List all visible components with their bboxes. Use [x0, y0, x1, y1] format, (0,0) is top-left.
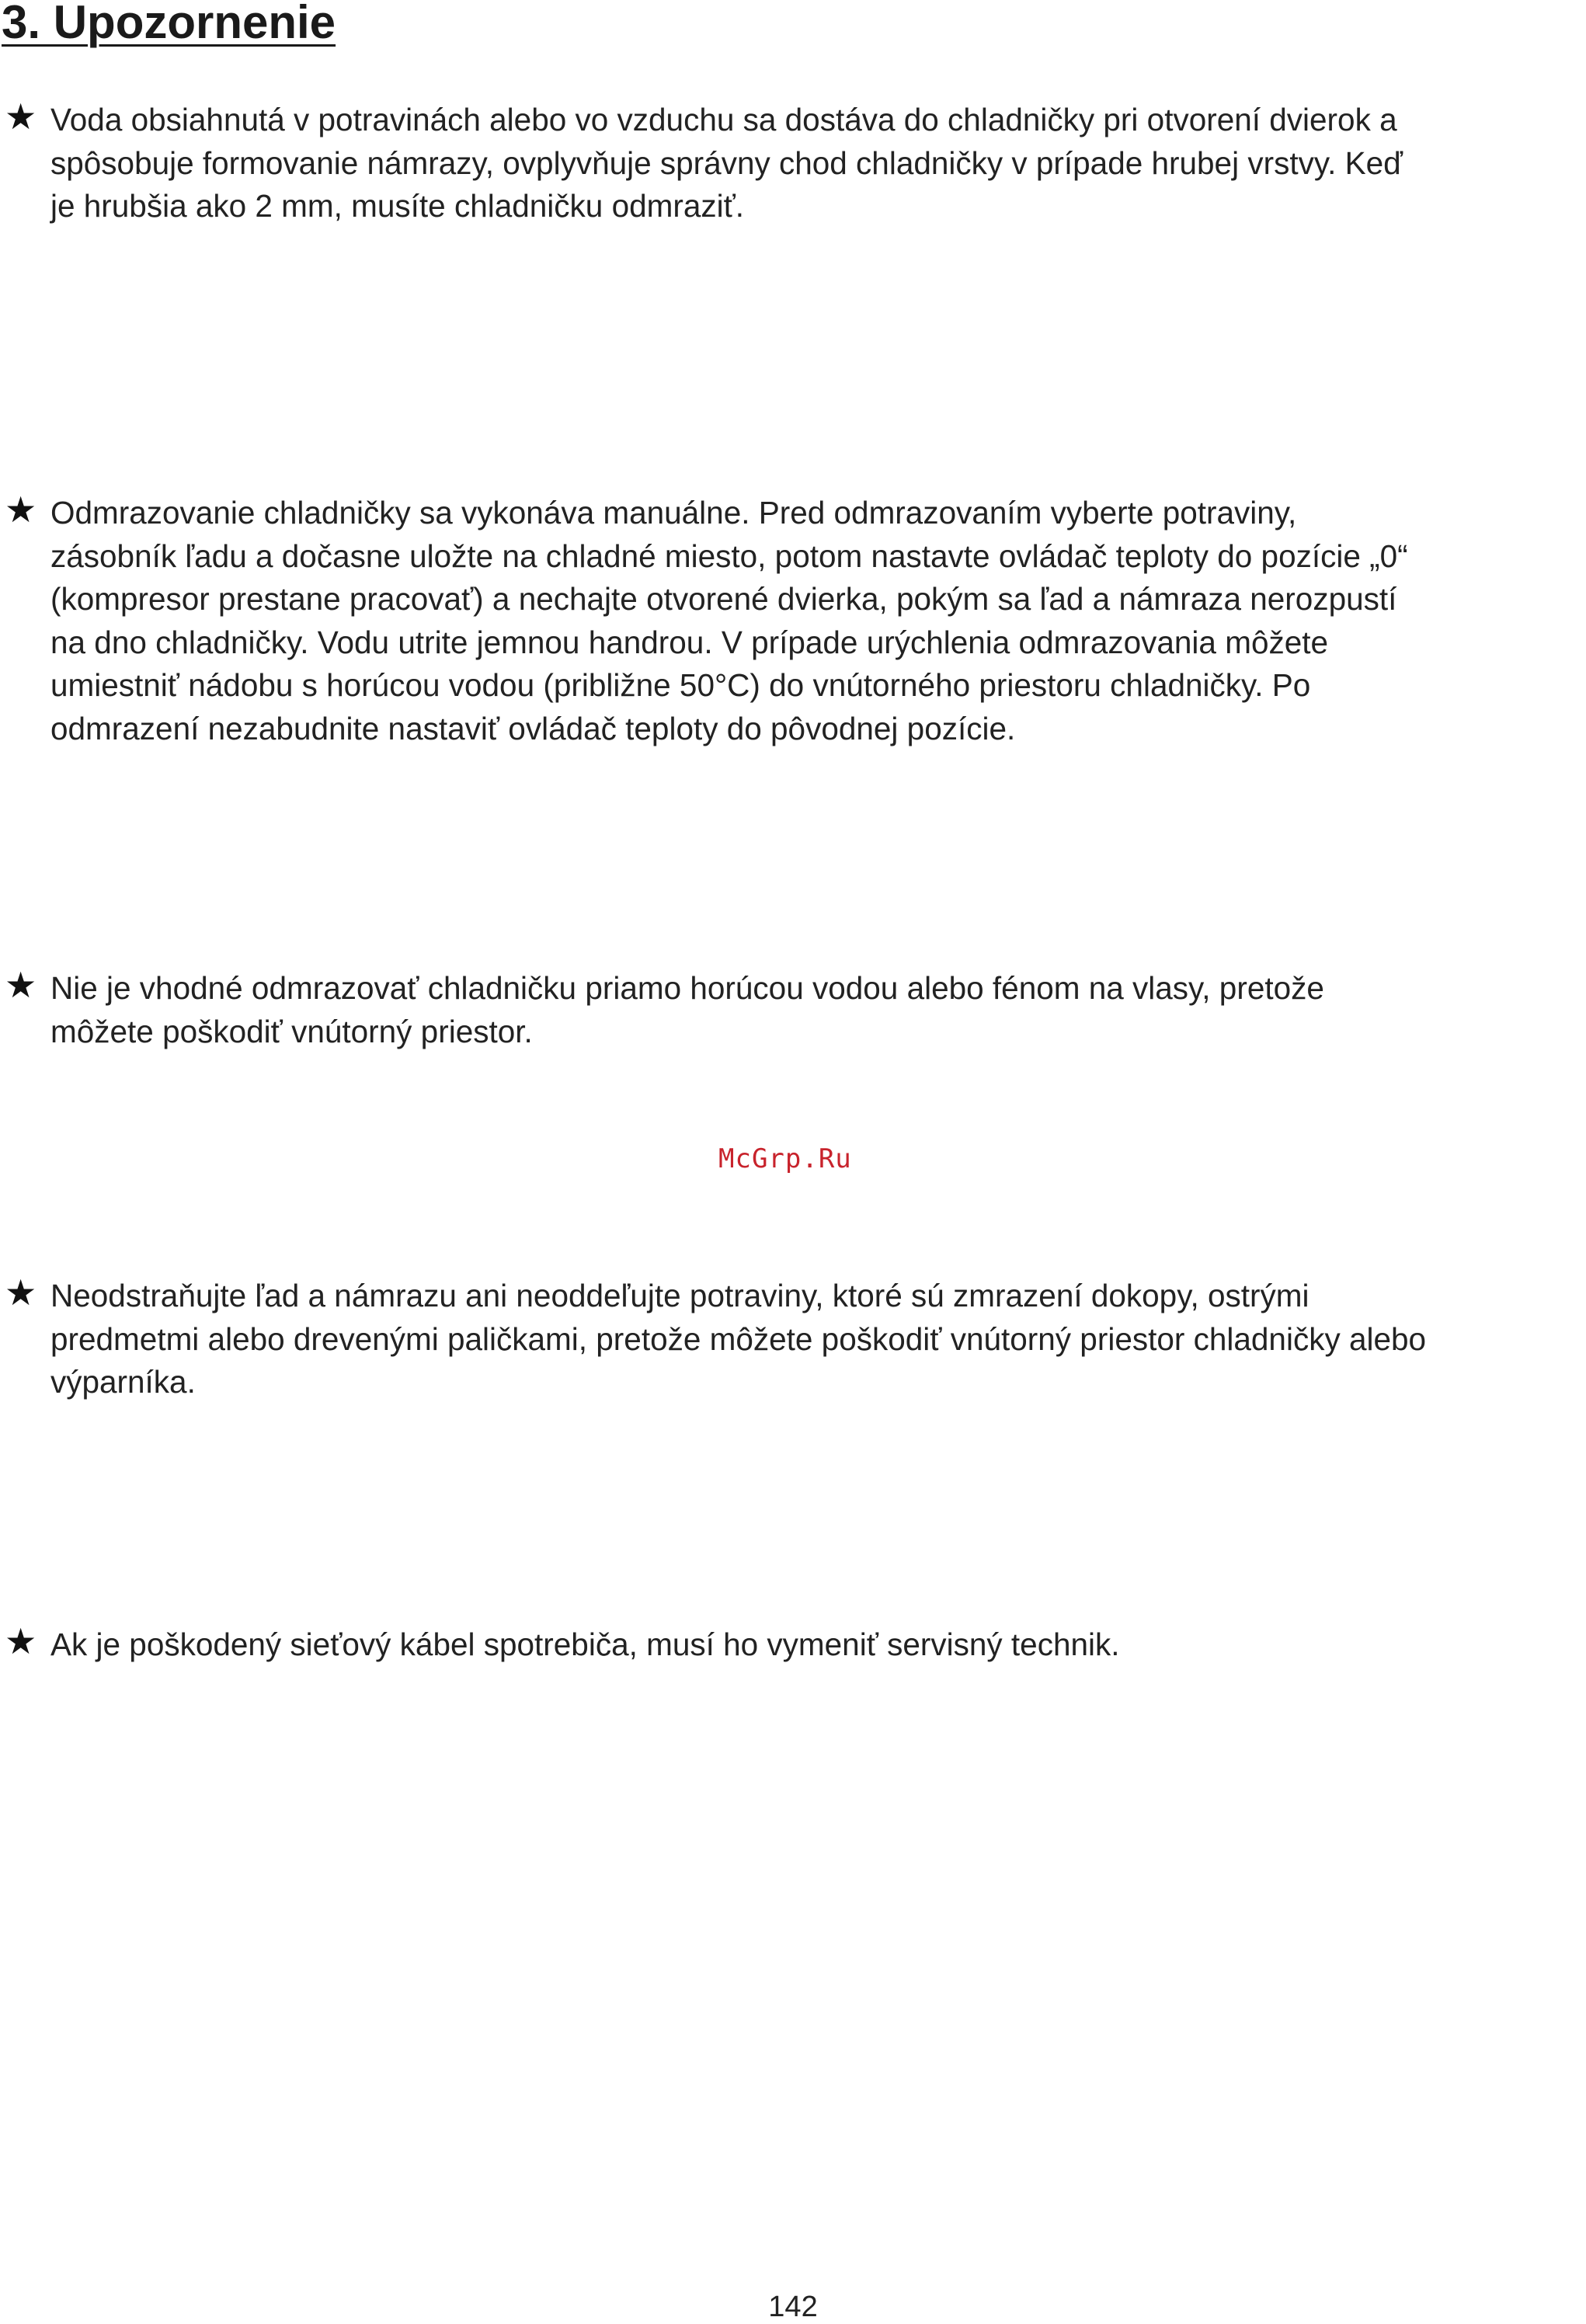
note-line: Nie je vhodné odmrazovať chladničku priamo horúcou vodou alebo fénom na vlasy, pretože: [50, 970, 1324, 1006]
note-text: [50, 492, 1584, 750]
note-line: Voda obsiahnutá v potravinách alebo vo vzduchu sa dostáva do chladničky pri otvorení dvierok a: [50, 102, 1397, 137]
watermark: McGrp.Ru: [718, 1143, 852, 1174]
note-line: Neodstraňujte ľad a námrazu ani neoddeľujte potraviny, ktoré sú zmrazení dokopy, ostrými: [50, 1278, 1309, 1313]
black-star-icon: ★: [5, 489, 37, 531]
note-line: Ak je poškodený sieťový kábel spotrebiča, musí ho vymeniť servisný technik.: [50, 1626, 1120, 1662]
note-line: spôsobuje formovanie námrazy, ovplyvňuje správny chod chladničky v prípade hrubej vrstvy. Keď: [50, 144, 1403, 181]
black-star-icon: ★: [5, 1620, 37, 1662]
black-star-icon: ★: [5, 1272, 37, 1313]
note-line: umiestniť nádobu s horúcou vodou (približne 50°C) do vnútorného priestoru chladničky. Po: [50, 667, 1311, 703]
note-line: na dno chladničky. Vodu utrite jemnou handrou. V prípade urýchlenia odmrazovania môžete: [50, 624, 1329, 660]
black-star-icon: ★: [5, 96, 37, 137]
note-line: výparníka.: [50, 1364, 196, 1400]
note-line: zásobník ľadu a dočasne uložte na chladné miesto, potom nastavte ovládač teploty do pozície „0“: [50, 538, 1408, 574]
note-text: [50, 99, 1584, 228]
note-text: [50, 1275, 1584, 1404]
black-star-icon: ★: [5, 964, 37, 1006]
page-title: 3. Upozornenie: [2, 0, 336, 48]
note-line: (kompresor prestane pracovať) a nechajte otvorené dvierka, pokým sa ľad a námraza nerozpustí: [50, 581, 1397, 617]
note-line: odmrazení nezabudnite nastaviť ovládač teploty do pôvodnej pozície.: [50, 710, 1016, 746]
note-text: [50, 1623, 1584, 1667]
note-line: môžete poškodiť vnútorný priestor.: [50, 1013, 533, 1049]
note-line: je hrubšia ako 2 mm, musíte chladničku odmraziť.: [50, 188, 745, 224]
note-line: Odmrazovanie chladničky sa vykonáva manuálne. Pred odmrazovaním vyberte potraviny,: [50, 495, 1297, 531]
page-number: 142: [768, 2291, 818, 2323]
note-line: predmetmi alebo drevenými paličkami, pretože môžete poškodiť vnútorný priestor chladničky alebo: [50, 1320, 1427, 1357]
note-text: [50, 967, 1584, 1053]
